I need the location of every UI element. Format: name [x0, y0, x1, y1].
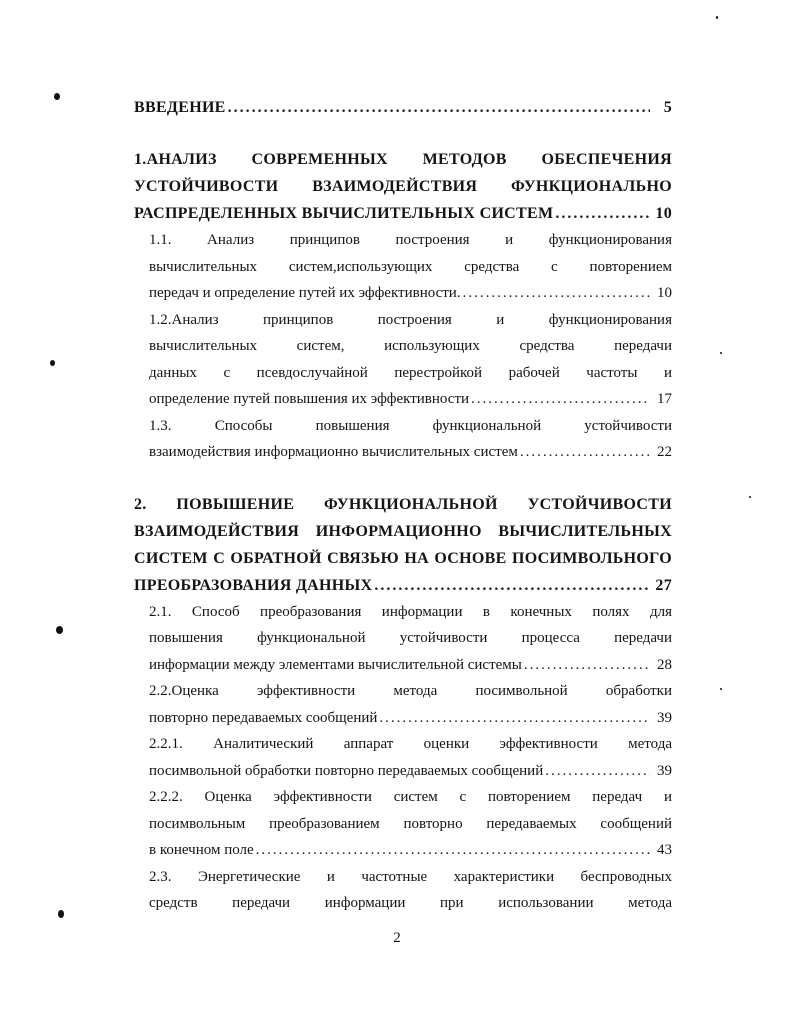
- scan-speck: [50, 360, 55, 366]
- toc-entry-text: вычислительных систем, использующих средства передачи: [149, 338, 672, 354]
- toc-entry-text: 2. ПОВЫШЕНИЕ ФУНКЦИОНАЛЬНОЙ УСТОЙЧИВОСТИ: [134, 495, 672, 513]
- toc-entry-text: информации между элементами вычислительной системы: [149, 656, 522, 673]
- dot-leader: [545, 758, 650, 785]
- toc-page-number: 10: [657, 285, 672, 301]
- dot-leader: [520, 439, 650, 466]
- scan-speck: [749, 496, 751, 498]
- toc-entry-text: 1.3. Способы повышения функциональной устойчивости: [149, 417, 672, 434]
- dot-leader: [228, 94, 650, 121]
- toc-entry-introduction: [134, 94, 672, 121]
- toc-line: [149, 280, 672, 307]
- dot-leader: [555, 200, 650, 227]
- dot-leader: [256, 837, 650, 864]
- toc-page-number: 17: [657, 391, 672, 407]
- dot-leader: [463, 280, 650, 307]
- toc-entry-text: ВЗАИМОДЕЙСТВИЯ ИНФОРМАЦИОННО ВЫЧИСЛИТЕЛЬНЫХ: [134, 522, 672, 540]
- toc-entry-text: ПРЕОБРАЗОВАНИЯ ДАННЫХ: [134, 576, 373, 594]
- toc-line: [149, 413, 672, 440]
- dot-leader: [374, 572, 650, 599]
- toc-entry-2-2-1: [134, 731, 672, 784]
- toc-line: [149, 811, 672, 838]
- toc-page-number: 10: [655, 205, 672, 222]
- toc-line: [149, 784, 672, 811]
- toc-line: [149, 864, 672, 891]
- toc-line: [149, 227, 672, 254]
- toc-line: [134, 173, 672, 200]
- toc-entry-2-3: [134, 864, 672, 917]
- toc-entry-2-2-2: [134, 784, 672, 864]
- dot-leader: [524, 652, 650, 679]
- toc-entry-text: определение путей повышения их эффективности: [149, 391, 470, 407]
- toc-entry-text: УСТОЙЧИВОСТИ ВЗАИМОДЕЙСТВИЯ ФУНКЦИОНАЛЬНО: [134, 178, 672, 195]
- scan-speck: [716, 16, 718, 19]
- toc-line: [149, 599, 672, 626]
- toc-line: [149, 837, 672, 864]
- toc-entry-text: СИСТЕМ С ОБРАТНОЙ СВЯЗЬЮ НА ОСНОВЕ ПОСИМВОЛЬНОГО: [134, 549, 672, 567]
- scan-speck: [56, 626, 63, 634]
- toc-entry-chapter-1: [134, 146, 672, 227]
- toc-entry-text: посимвольным преобразованием повторно передаваемых сообщений: [149, 815, 672, 832]
- dot-leader: [379, 705, 650, 732]
- toc-entry-1-1: [134, 227, 672, 307]
- toc-entry-text: 2.1. Способ преобразования информации в конечных полях для: [149, 603, 672, 620]
- toc-line: [149, 890, 672, 917]
- toc-line: [149, 254, 672, 281]
- toc-line: [149, 307, 672, 334]
- toc-entry-text: данных с псевдослучайной перестройкой рабочей частоты и: [149, 364, 672, 381]
- toc-line: [134, 200, 672, 227]
- toc-line: [134, 545, 672, 572]
- scan-speck: [720, 352, 722, 354]
- toc-line: [149, 758, 672, 785]
- toc-entry-text: 2.2.Оценка эффективности метода посимвольной обработки: [149, 683, 672, 699]
- toc-entry-text: 2.2.2. Оценка эффективности систем с повторением передач и: [149, 789, 672, 805]
- toc-entry-text: повторно передаваемых сообщений: [149, 709, 378, 726]
- toc-entry-text: повышения функциональной устойчивости процесса передачи: [149, 630, 672, 646]
- toc-entry-1-2: [134, 307, 672, 413]
- toc-entry-text: РАСПРЕДЕЛЕННЫХ ВЫЧИСЛИТЕЛЬНЫХ СИСТЕМ: [134, 205, 554, 222]
- toc-entry-text: 1.АНАЛИЗ СОВРЕМЕННЫХ МЕТОДОВ ОБЕСПЕЧЕНИЯ: [134, 151, 672, 168]
- scan-speck: [58, 910, 64, 918]
- toc-line: [149, 705, 672, 732]
- toc-entry-text: взаимодействия информационно вычислительных систем: [149, 444, 518, 460]
- toc-line: [134, 491, 672, 518]
- toc-entry-2-2: [134, 678, 672, 731]
- toc-line: [149, 333, 672, 360]
- scan-speck: [54, 93, 60, 100]
- toc-entry-chapter-2: [134, 491, 672, 599]
- toc-page-number: 5: [663, 99, 672, 116]
- toc-page-number: 39: [657, 762, 672, 779]
- toc-entry-text: 1.2.Анализ принципов построения и функционирования: [149, 311, 672, 328]
- toc-entry-text: 1.1. Анализ принципов построения и функционирования: [149, 232, 672, 248]
- toc-page-number: 27: [655, 576, 672, 594]
- toc-line: [134, 572, 672, 599]
- toc-entry-text: ВВЕДЕНИЕ: [134, 99, 226, 116]
- dot-leader: [471, 386, 650, 413]
- toc-entry-2-1: [134, 599, 672, 679]
- toc-line: [149, 439, 672, 466]
- toc-entry-text: передач и определение путей их эффективности.: [149, 285, 461, 301]
- scan-speck: [720, 688, 722, 690]
- toc-entry-text: 2.2.1. Аналитический аппарат оценки эффективности метода: [149, 736, 672, 752]
- toc-line: [134, 146, 672, 173]
- toc-page-number: 39: [657, 709, 672, 726]
- toc-page-number: 43: [657, 842, 672, 858]
- toc-line: [134, 94, 672, 121]
- toc-line: [149, 652, 672, 679]
- toc-line: [149, 731, 672, 758]
- toc-line: [149, 386, 672, 413]
- toc-entry-text: в конечном поле: [149, 842, 254, 858]
- toc-entry-text: 2.3. Энергетические и частотные характеристики беспроводных: [149, 868, 672, 885]
- table-of-contents: [134, 94, 672, 917]
- toc-entry-text: вычислительных систем,использующих средства с повторением: [149, 258, 672, 275]
- toc-entry-text: посимвольной обработки повторно передаваемых сообщений: [149, 762, 544, 779]
- toc-line: [149, 625, 672, 652]
- toc-page-number: 22: [657, 444, 672, 460]
- toc-line: [134, 518, 672, 545]
- toc-entry-text: средств передачи информации при использовании метода: [149, 895, 672, 911]
- page-number: 2: [393, 930, 401, 946]
- toc-entry-1-3: [134, 413, 672, 466]
- toc-line: [149, 678, 672, 705]
- toc-line: [149, 360, 672, 387]
- toc-page-number: 28: [657, 656, 672, 673]
